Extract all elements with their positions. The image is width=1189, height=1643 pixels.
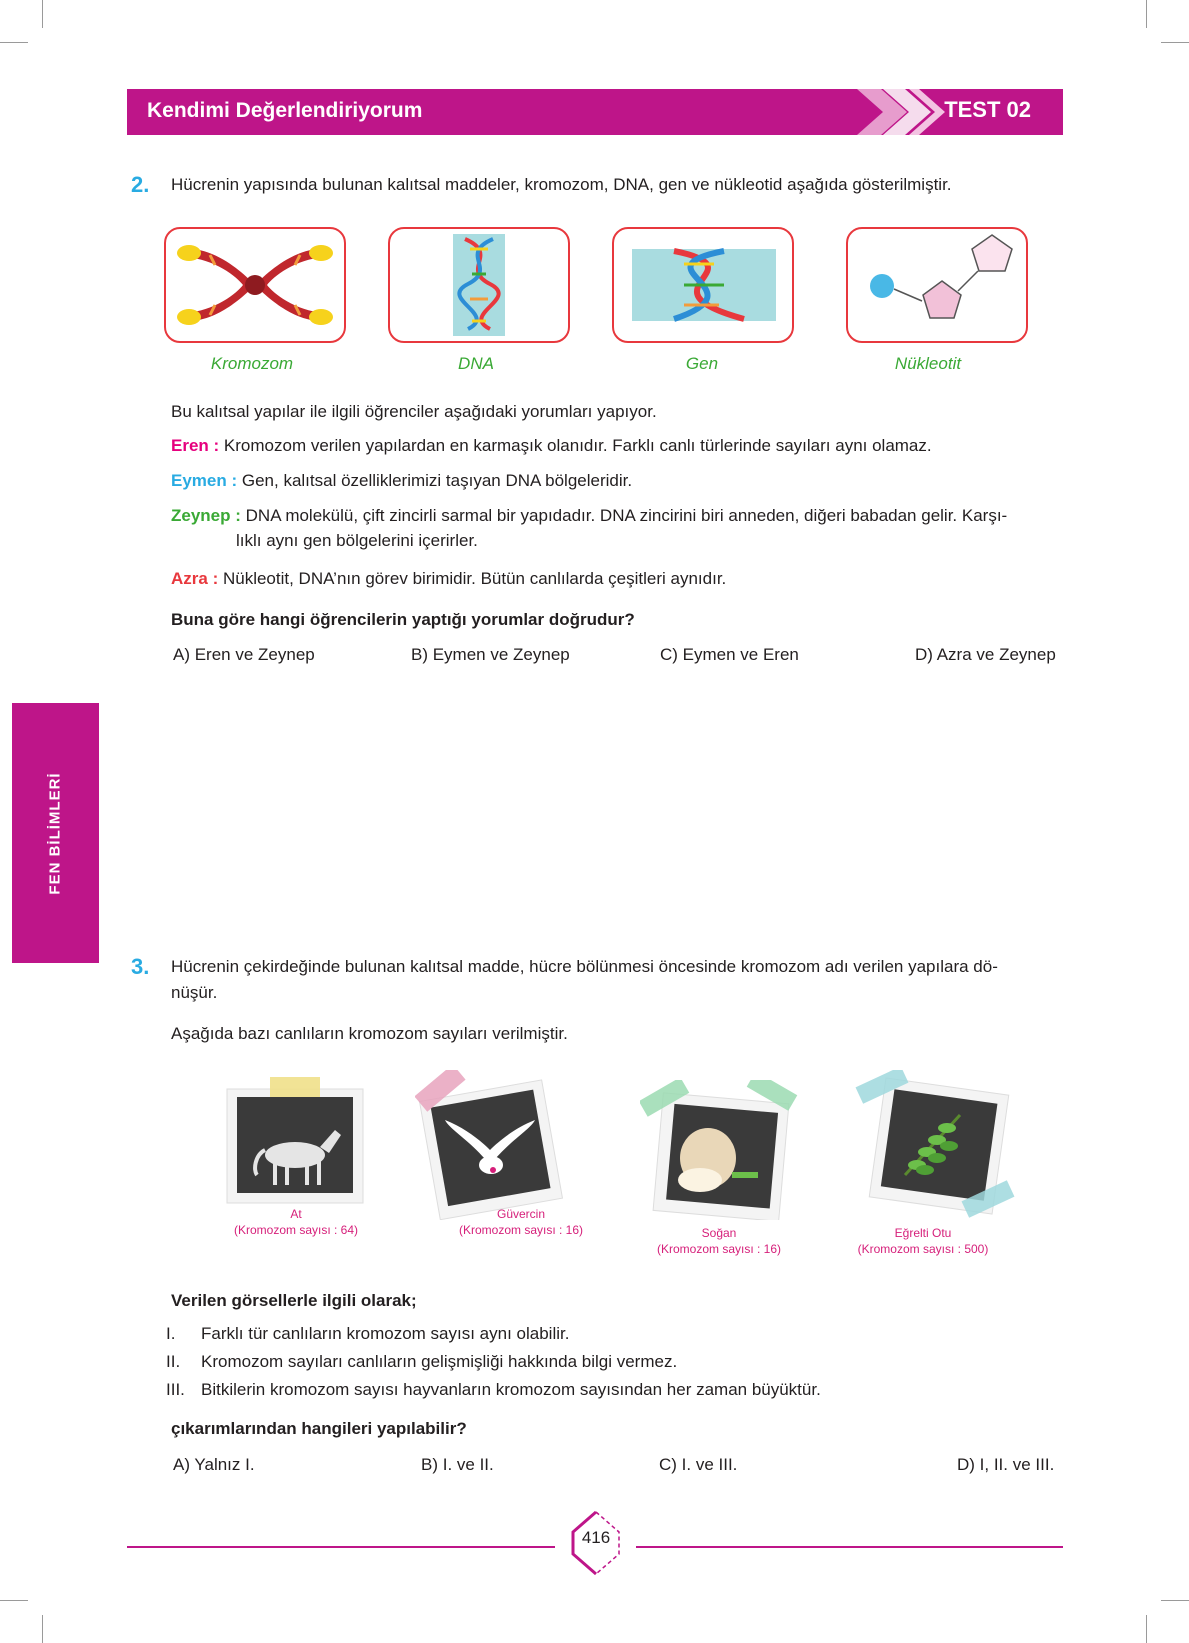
q2-option-d[interactable]: D) Azra ve Zeynep [915, 645, 1056, 664]
gene-icon [614, 229, 792, 341]
test-number: TEST 02 [944, 97, 1031, 122]
crop-mark [1161, 1600, 1189, 1601]
photo-count: (Kromozom sayısı : 16) [656, 1242, 782, 1256]
subject-tab [12, 703, 99, 963]
q3-intro-line2: nüşür. [171, 983, 218, 1002]
q3-question: çıkarımlarından hangileri yapılabilir? [171, 1419, 467, 1438]
crop-mark [1146, 0, 1147, 28]
photo-name: Eğrelti Otu [894, 1226, 952, 1240]
crop-mark [1146, 1615, 1147, 1643]
caption-dna: DNA [458, 354, 494, 373]
comment-text: Kromozom verilen yapılardan en karmaşık olanıdır. Farklı canlı türlerinde sayıları aynı olamaz. [223, 436, 932, 455]
fern-photo [855, 1070, 1015, 1220]
q3-intro-line1: Hücrenin çekirdeğinde bulunan kalıtsal madde, hücre bölünmesi öncesinde kromozom adı verilen yapılara dö- [171, 957, 998, 976]
nucleotide-icon [848, 229, 1026, 341]
chevron-arrows-icon [857, 85, 947, 139]
comment-name: Zeynep : [171, 506, 241, 525]
crop-mark [0, 1600, 28, 1601]
q2-question: Buna göre hangi öğrencilerin yaptığı yorumlar doğrudur? [171, 610, 635, 629]
comment-name: Azra : [171, 569, 219, 588]
comment-text: Nükleotit, DNA’nın görev birimidir. Bütün canlılarda çeşitleri aynıdır. [222, 569, 727, 588]
question-number: 2. [131, 172, 150, 197]
q2-lead: Bu kalıtsal yapılar ile ilgili öğrenciler aşağıdaki yorumları yapıyor. [171, 402, 657, 421]
comment-text: Gen, kalıtsal özelliklerimizi taşıyan DNA bölgeleridir. [241, 471, 633, 490]
photo-name: Soğan [701, 1226, 737, 1240]
comment-eren [171, 433, 1071, 459]
comment-name: Eymen : [171, 471, 238, 490]
photo-caption-at [206, 1206, 386, 1238]
photo-caption-guvercin [431, 1206, 611, 1238]
q3-option-b[interactable]: B) I. ve II. [421, 1455, 494, 1474]
statement-text: Bitkilerin kromozom sayısı hayvanların kromozom sayısından her zaman büyüktür. [201, 1380, 821, 1399]
question-intro: Hücrenin yapısında bulunan kalıtsal maddeler, kromozom, DNA, gen ve nükleotid aşağıda gösterilmiştir. [171, 175, 952, 194]
comment-azra [171, 566, 1071, 592]
pigeon-photo [415, 1070, 565, 1220]
page-header [127, 89, 1063, 135]
dna-box [388, 227, 570, 343]
gene-box [612, 227, 794, 343]
caption-gen: Gen [685, 354, 719, 373]
question-number: 3. [131, 954, 150, 979]
q3-option-d[interactable]: D) I, II. ve III. [957, 1455, 1055, 1474]
subject-label: FEN BİLİMLERİ [47, 771, 65, 895]
nucleotide-box [846, 227, 1028, 343]
q3-option-c[interactable]: C) I. ve III. [659, 1455, 738, 1474]
chromosome-icon [166, 229, 344, 341]
chromosome-box [164, 227, 346, 343]
q3-stem: Verilen görsellerle ilgili olarak; [171, 1291, 417, 1310]
comment-zeynep [171, 503, 1071, 529]
roman-numeral: III. [166, 1380, 185, 1399]
roman-numeral: II. [166, 1352, 181, 1371]
header-title: Kendimi Değerlendiriyorum [147, 99, 423, 122]
q2-option-c[interactable]: C) Eymen ve Eren [660, 645, 799, 664]
comment-name: Eren : [171, 436, 220, 455]
q3-lead: Aşağıda bazı canlıların kromozom sayıları verilmiştir. [171, 1024, 568, 1043]
comment-eymen [171, 468, 1071, 494]
statement-text: Kromozom sayıları canlıların gelişmişliği hakkında bilgi vermez. [201, 1352, 678, 1371]
footer-rule-left [127, 1546, 555, 1548]
footer-rule-right [636, 1546, 1063, 1548]
comment-zeynep-cont: lıklı aynı gen bölgelerini içerirler. [236, 531, 478, 550]
crop-mark [1161, 42, 1189, 43]
dna-helix-icon [390, 229, 568, 341]
horse-photo [225, 1075, 365, 1205]
comment-text: DNA molekülü, çift zincirli sarmal bir yapıdadır. DNA zincirini biri anneden, diğeri babadan gelir. Karşı- [245, 506, 1008, 525]
photo-caption-egrelti-otu [833, 1225, 1013, 1257]
q2-option-a[interactable]: A) Eren ve Zeynep [173, 645, 315, 664]
crop-mark [0, 42, 28, 43]
photo-caption-sogan [629, 1225, 809, 1257]
photo-name: At [290, 1207, 302, 1221]
q3-option-a[interactable]: A) Yalnız I. [173, 1455, 255, 1474]
roman-numeral: I. [166, 1324, 176, 1343]
statement-text: Farklı tür canlıların kromozom sayısı aynı olabilir. [201, 1324, 570, 1343]
caption-nukleotit: Nükleotit [894, 354, 962, 373]
crop-mark [42, 0, 43, 28]
photo-count: (Kromozom sayısı : 16) [458, 1223, 584, 1237]
caption-kromozom: Kromozom [210, 354, 294, 373]
photo-count: (Kromozom sayısı : 64) [233, 1223, 359, 1237]
q2-option-b[interactable]: B) Eymen ve Zeynep [411, 645, 570, 664]
page-number: 416 [581, 1528, 611, 1547]
onion-photo [640, 1080, 800, 1220]
crop-mark [42, 1615, 43, 1643]
photo-name: Güvercin [496, 1207, 546, 1221]
photo-count: (Kromozom sayısı : 500) [857, 1242, 989, 1256]
